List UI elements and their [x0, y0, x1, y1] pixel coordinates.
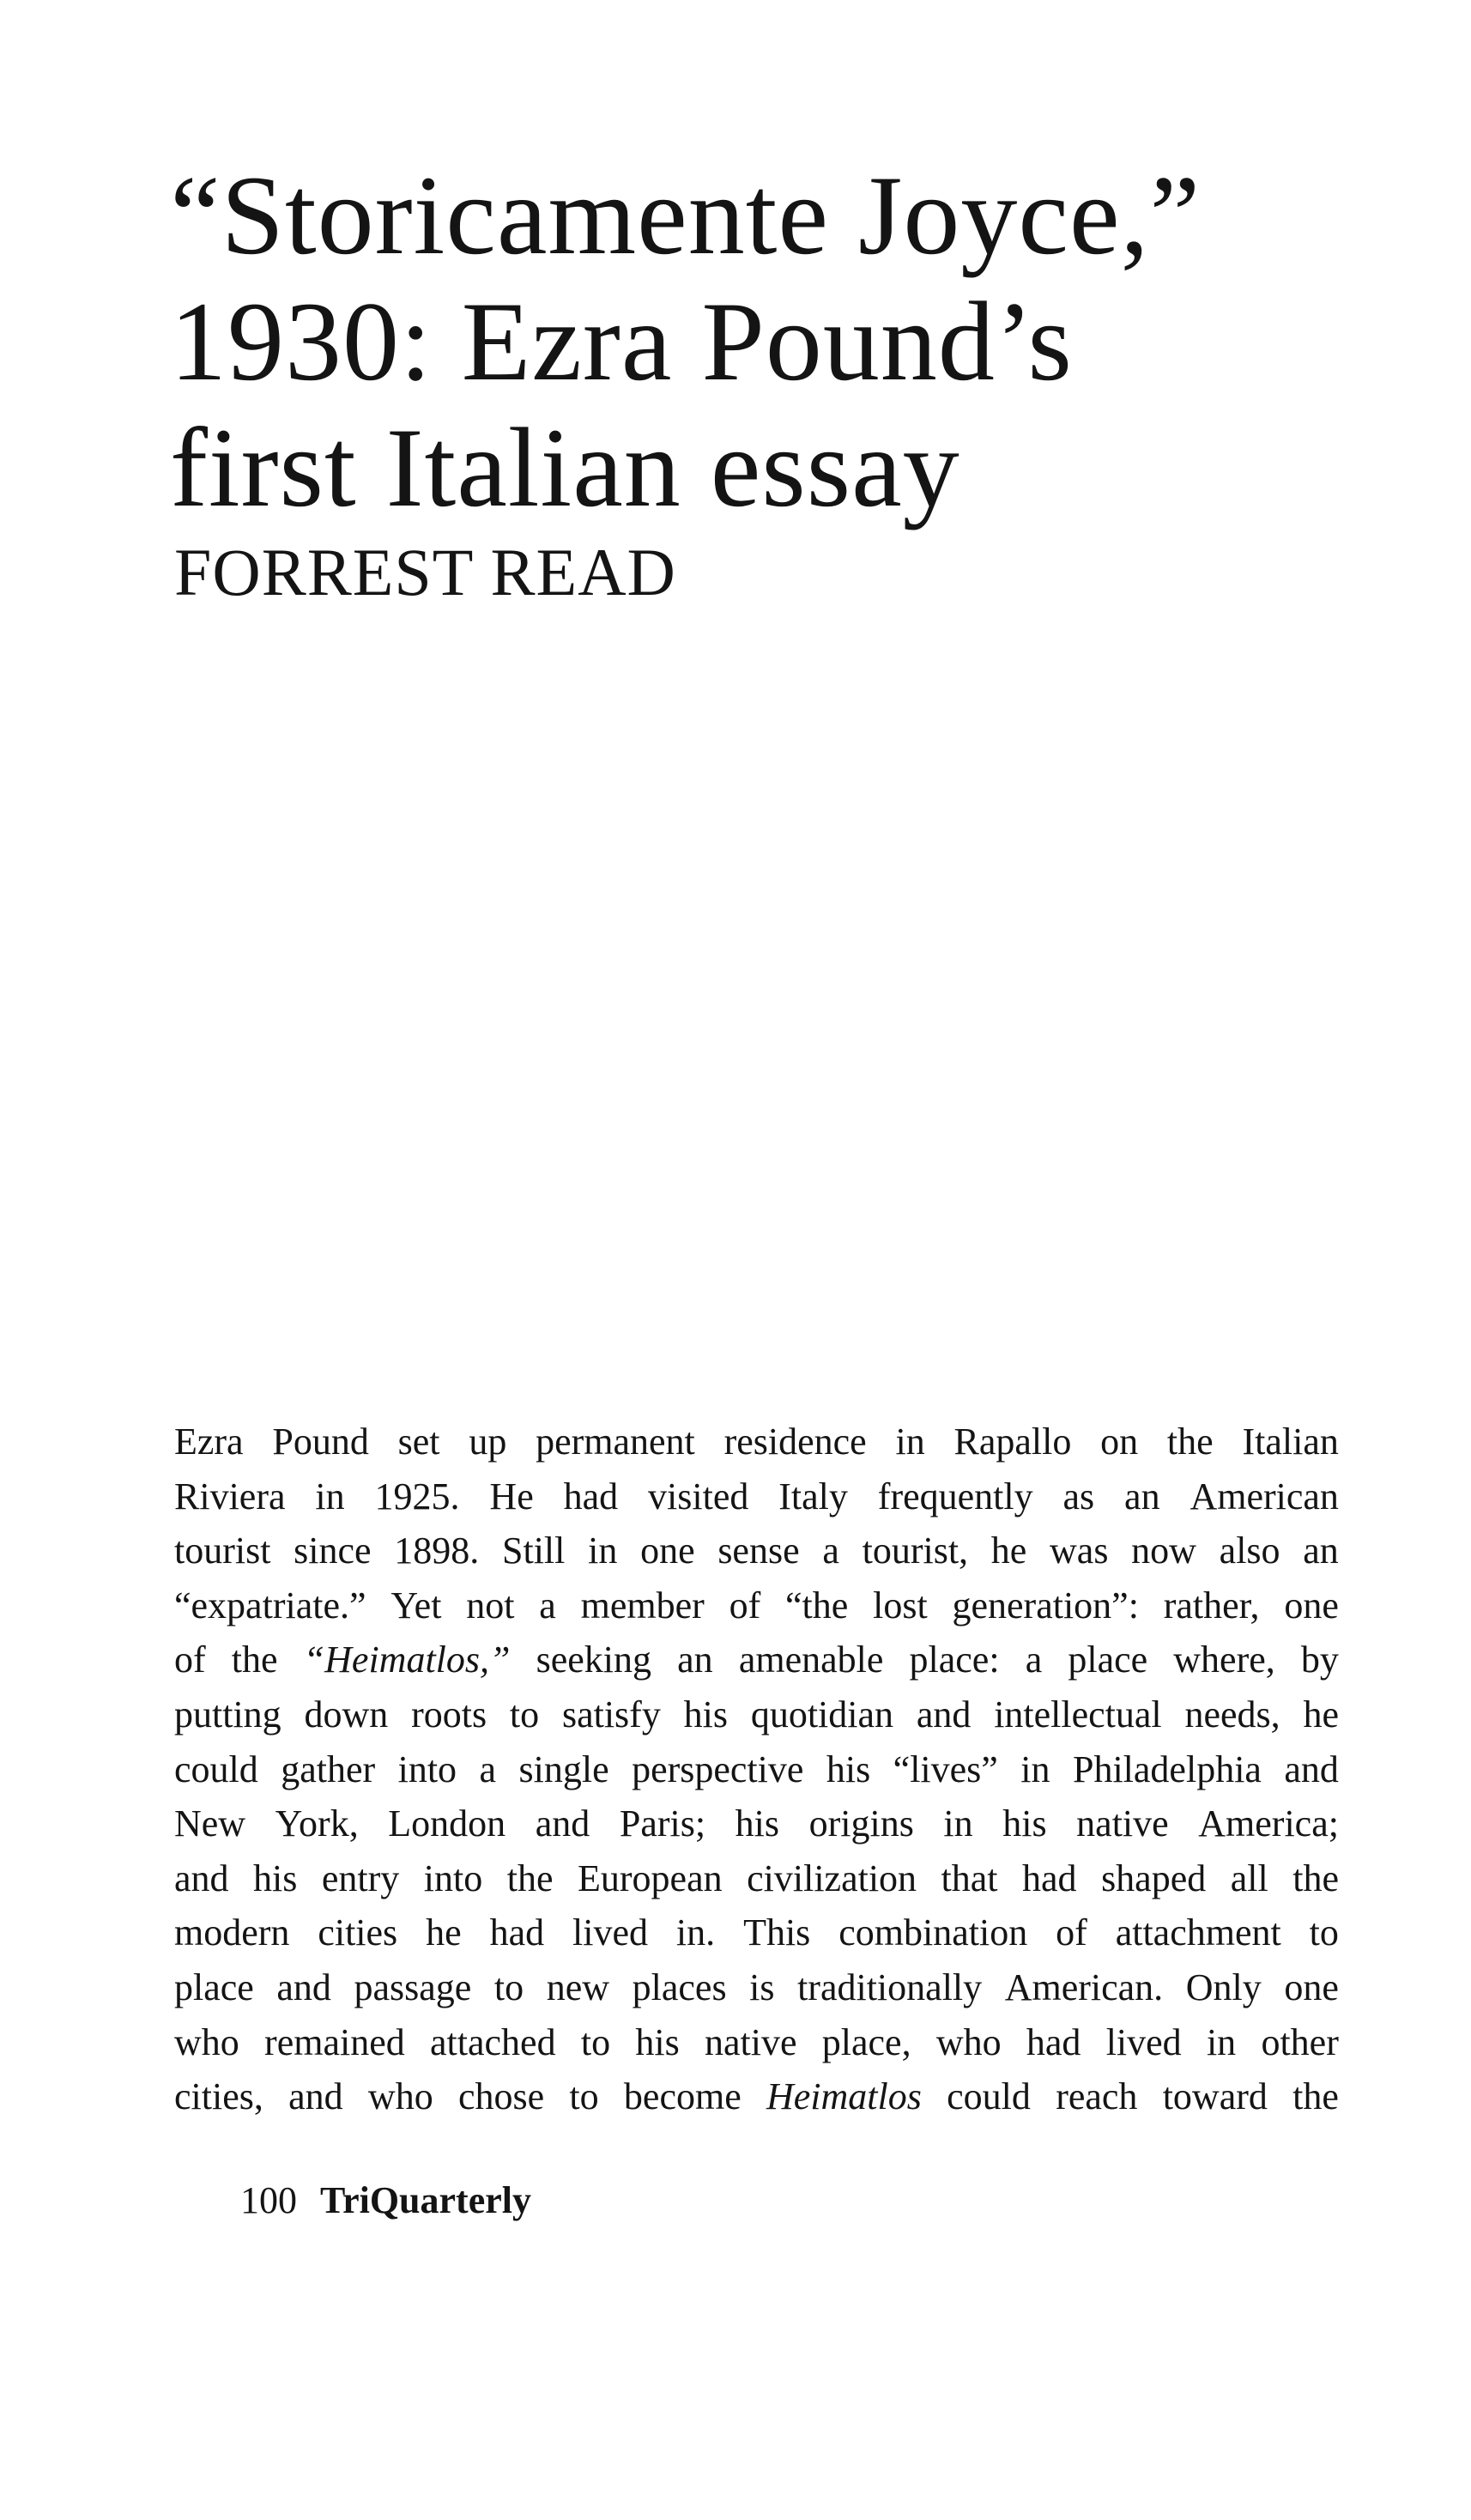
author-name: FORREST READ — [174, 535, 676, 609]
body-line: New York, London and Paris; his origins in his native America; — [174, 1805, 1339, 1845]
journal-name: TriQuarterly — [320, 2179, 531, 2221]
body-line: modern cities he had lived in. This combination of attachment to — [174, 1914, 1339, 1954]
page-number: 100 — [240, 2179, 297, 2221]
body-line: “expatriate.” Yet not a member of “the lost generation”: rather, one — [174, 1586, 1339, 1626]
title-line-3: first Italian essay — [170, 404, 960, 530]
body-line: cities, and who chose to become Heimatlos could reach toward the — [174, 2078, 1339, 2118]
body-line: putting down roots to satisfy his quotidian and intellectual needs, he — [174, 1695, 1339, 1736]
body-paragraph — [174, 1423, 1339, 2133]
page-footer — [240, 2179, 531, 2221]
body-line: place and passage to new places is traditionally American. Only one — [174, 1968, 1339, 2008]
body-line: Ezra Pound set up permanent residence in Rapallo on the Italian — [174, 1423, 1339, 1463]
body-line: who remained attached to his native place, who had lived in other — [174, 2023, 1339, 2063]
article-title — [170, 152, 1371, 530]
body-line: Riviera in 1925. He had visited Italy frequently as an American — [174, 1477, 1339, 1517]
body-line: of the “Heimatlos,” seeking an amenable place: a place where, by — [174, 1641, 1339, 1681]
title-line-2: 1930: Ezra Pound’s — [170, 278, 1073, 404]
body-line: and his entry into the European civilization that had shaped all the — [174, 1859, 1339, 1899]
title-line-1: “Storicamente Joyce,” — [170, 152, 1202, 278]
body-line: could gather into a single perspective his “lives” in Philadelphia and — [174, 1750, 1339, 1790]
body-line: tourist since 1898. Still in one sense a tourist, he was now also an — [174, 1532, 1339, 1572]
